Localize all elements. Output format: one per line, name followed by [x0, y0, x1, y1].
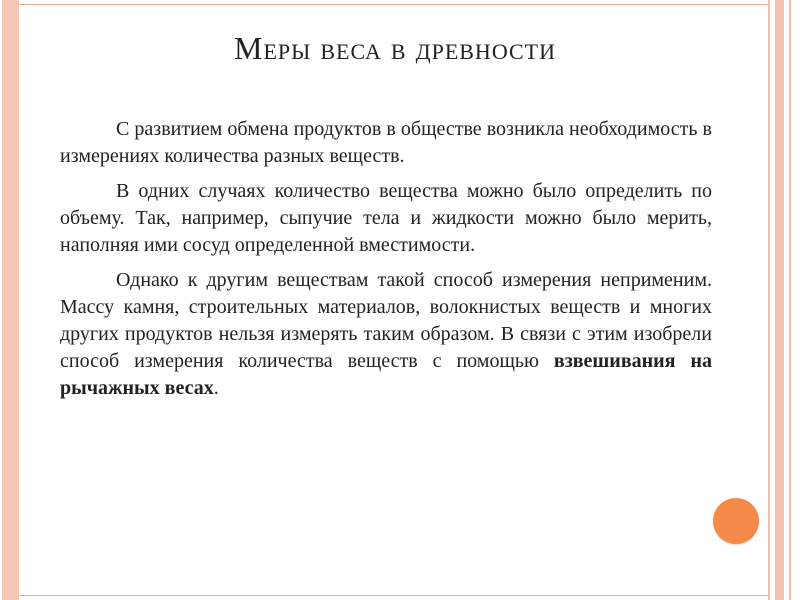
right-frame-line: [768, 0, 770, 600]
left-frame-bar: [2, 0, 19, 600]
paragraph-3-text: Однако к другим веществам такой способ измерения неприменим. Массу камня, строительных материалов, волокнистых веществ и многих других продуктов нельзя измерять таким образом. В связи с этим изобрели способ измерения количества веществ с помощью: [60, 269, 712, 372]
top-frame-line: [19, 4, 768, 5]
slide-body: [60, 116, 712, 410]
paragraph-3-bold: взвешивания на рычажных весах: [60, 350, 712, 399]
slide-title: Меры веса в древности: [234, 30, 556, 66]
paragraph-2: В одних случаях количество вещества можно было определить по объему. Так, например, сыпучие тела и жидкости можно было мерить, наполняя ими сосуд определенной вместимости.: [60, 180, 712, 256]
paragraph-1: С развитием обмена продуктов в обществе возникла необходимость в измерениях количества разных веществ.: [60, 118, 712, 167]
right-frame-bar: [775, 0, 784, 600]
paragraph-3-end: .: [213, 377, 219, 399]
orange-circle-decoration: [713, 498, 759, 544]
bottom-frame-line: [19, 595, 768, 596]
paragraph-3: [60, 267, 712, 402]
right-frame-line: [789, 0, 791, 600]
